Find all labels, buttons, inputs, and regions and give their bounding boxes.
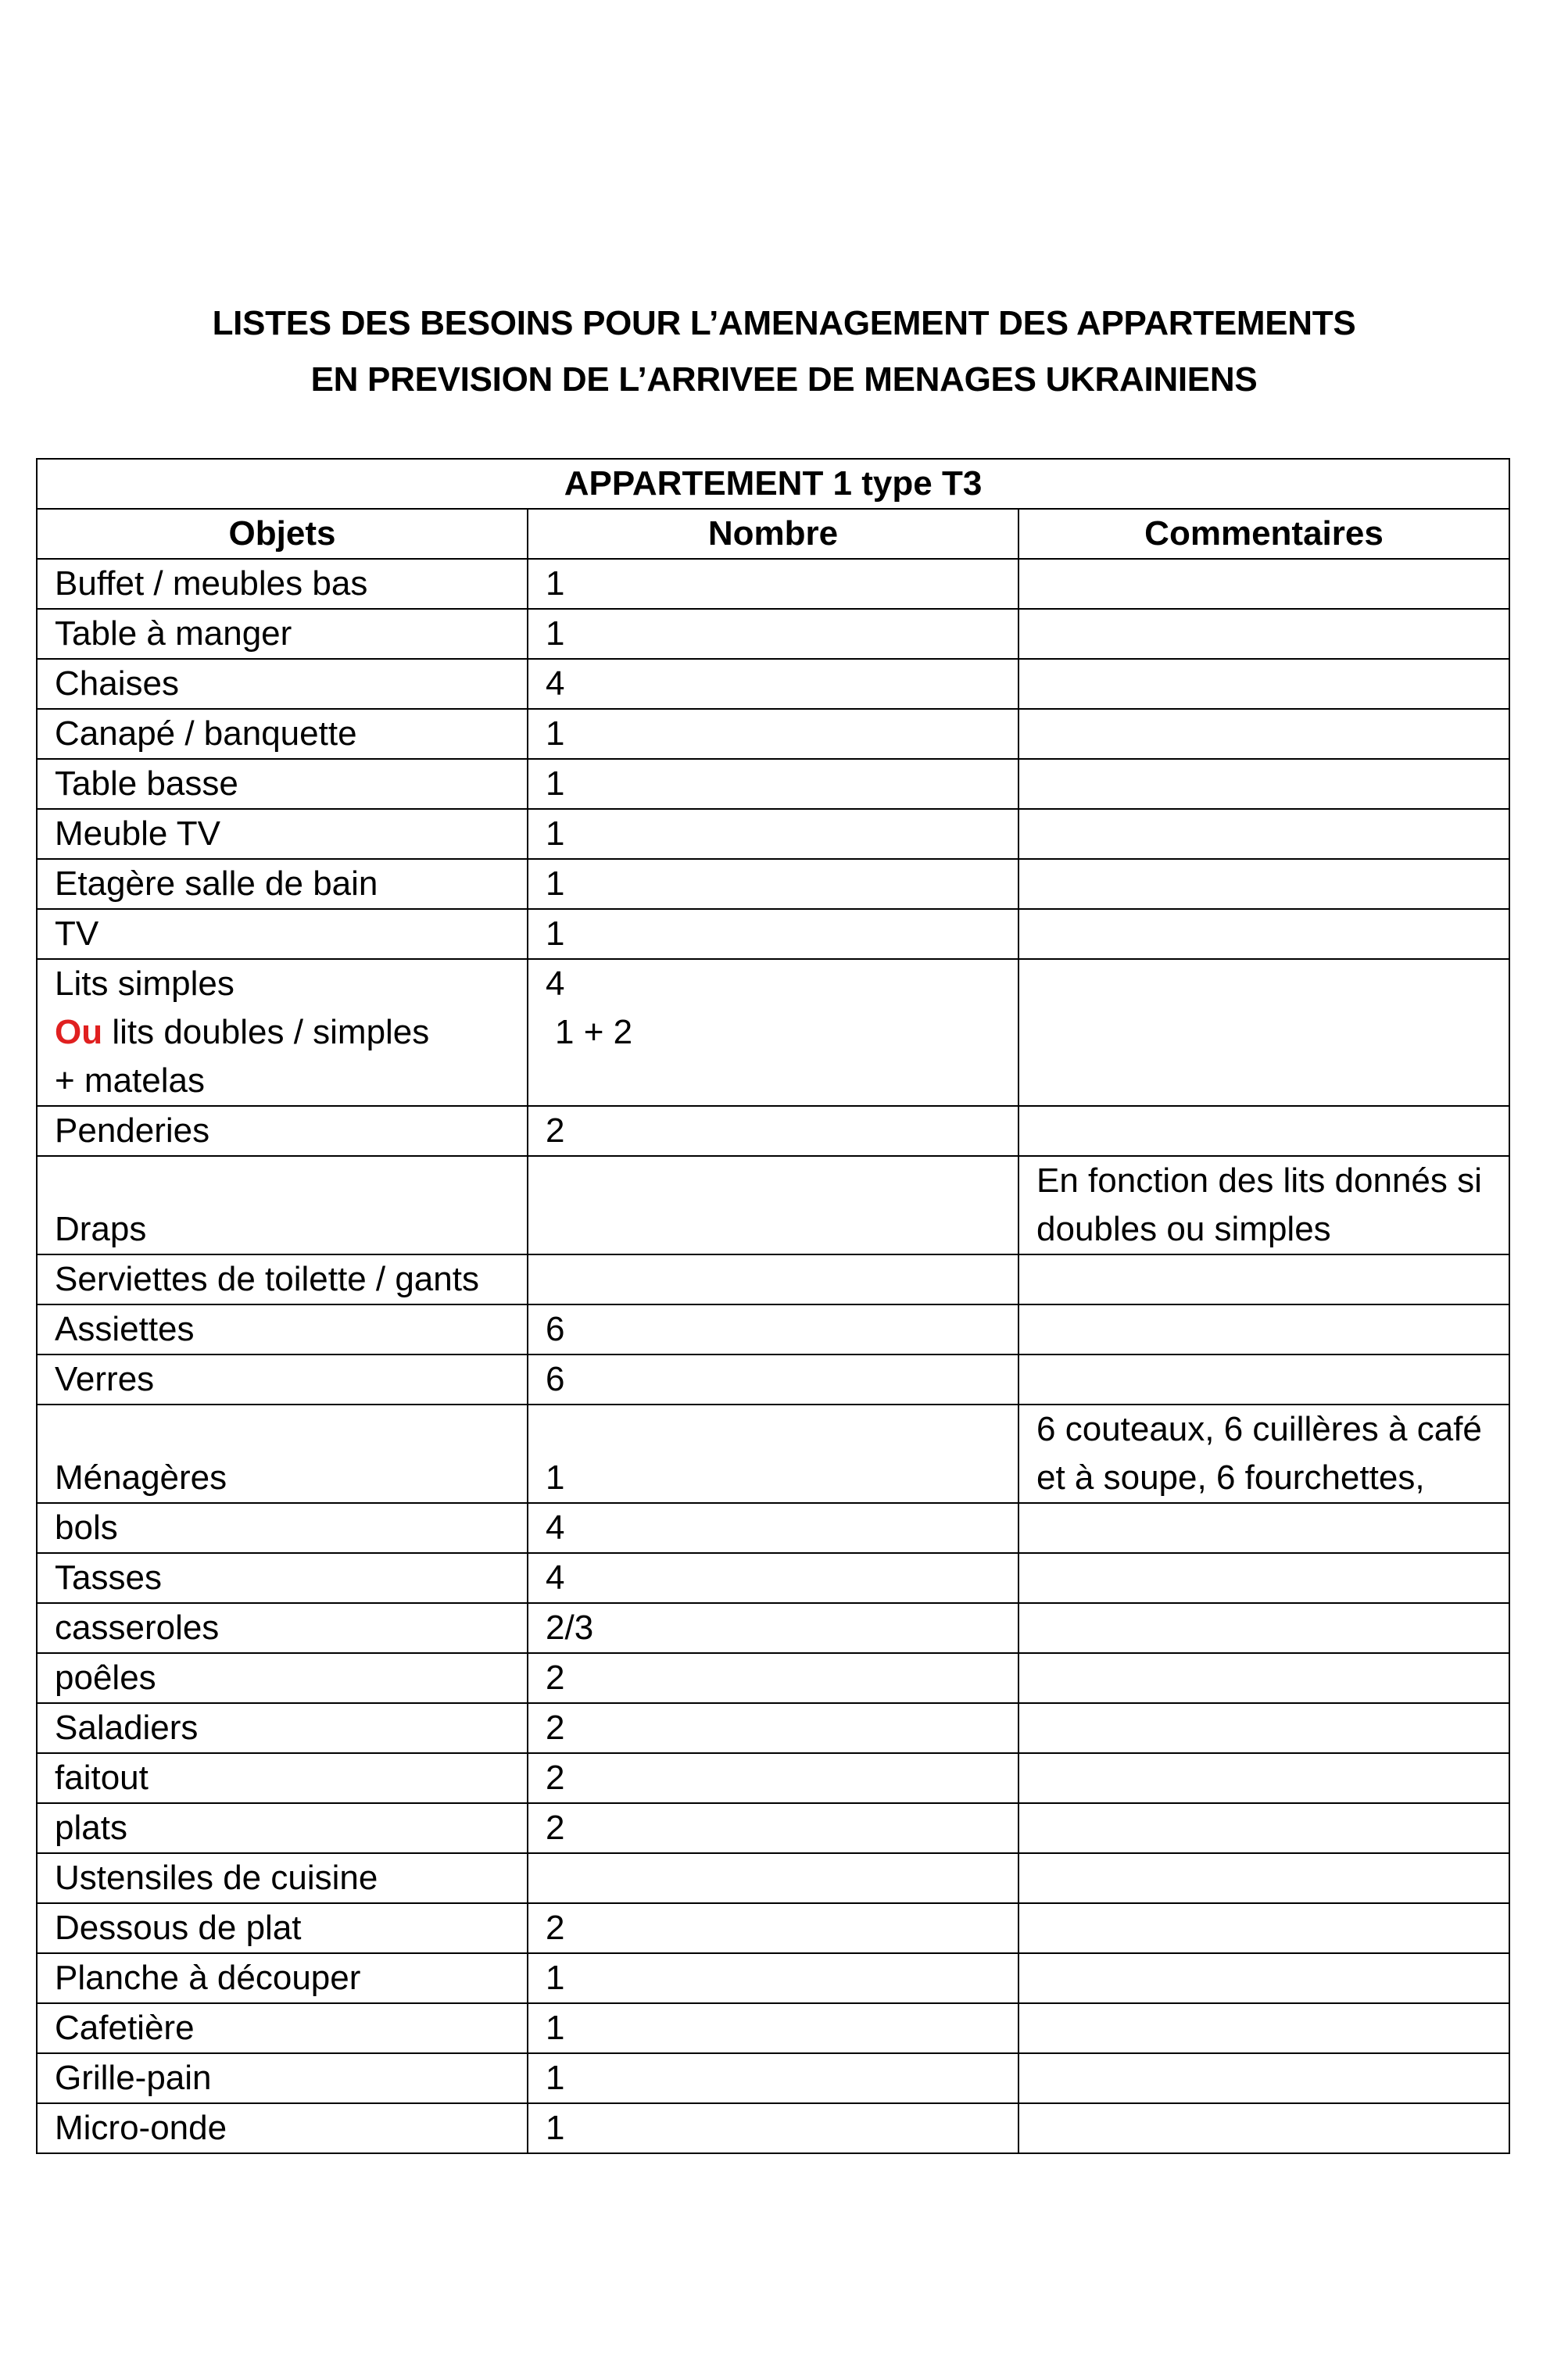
cell-nombre: 1 xyxy=(528,2103,1018,2153)
cell-nombre: 4 xyxy=(528,659,1018,709)
needs-table xyxy=(36,458,1510,2154)
header-objets: Objets xyxy=(37,509,528,559)
table-row xyxy=(37,1304,1509,1354)
cell-objet: Dessous de plat xyxy=(37,1903,528,1953)
cell-objet: Serviettes de toilette / gants xyxy=(37,1254,528,1304)
cell-commentaire xyxy=(1018,2003,1509,2053)
cell-nombre: 2 xyxy=(528,1753,1018,1803)
table-row xyxy=(37,2053,1509,2103)
table-row xyxy=(37,1803,1509,1853)
cell-commentaire xyxy=(1018,859,1509,909)
table-row xyxy=(37,909,1509,959)
cell-objet: Ustensiles de cuisine xyxy=(37,1853,528,1903)
table-row xyxy=(37,1106,1509,1156)
table-row xyxy=(37,1703,1509,1753)
table-body xyxy=(37,559,1509,2153)
cell-commentaire xyxy=(1018,1953,1509,2003)
cell-objet: Assiettes xyxy=(37,1304,528,1354)
page-title xyxy=(0,295,1568,408)
table-header-row xyxy=(37,509,1509,559)
beds-line-3: + matelas xyxy=(55,1061,205,1100)
table-row-draps xyxy=(37,1156,1509,1254)
table-row xyxy=(37,1354,1509,1405)
beds-nombre-1: 4 xyxy=(546,964,565,1003)
cell-objet: Saladiers xyxy=(37,1703,528,1753)
table-row xyxy=(37,1653,1509,1703)
table-row xyxy=(37,1753,1509,1803)
table-row xyxy=(37,2003,1509,2053)
table-row xyxy=(37,659,1509,709)
cell-objet: Grille-pain xyxy=(37,2053,528,2103)
beds-line-2-rest: lits doubles / simples xyxy=(102,1013,430,1051)
cell-commentaire-beds xyxy=(1018,959,1509,1106)
cell-objet: Cafetière xyxy=(37,2003,528,2053)
cell-commentaire xyxy=(1018,1853,1509,1903)
cell-nombre: 2 xyxy=(528,1106,1018,1156)
cell-nombre: 2 xyxy=(528,1803,1018,1853)
beds-line-1: Lits simples xyxy=(55,964,234,1003)
draps-comment-line-1: En fonction des lits donnés si xyxy=(1036,1161,1482,1200)
cell-nombre: 1 xyxy=(528,2053,1018,2103)
table-caption-row xyxy=(37,459,1509,509)
cell-objet: casseroles xyxy=(37,1603,528,1653)
table-row xyxy=(37,559,1509,609)
cell-nombre-menageres: 1 xyxy=(528,1405,1018,1503)
needs-table-container xyxy=(36,458,1509,2154)
cell-nombre: 6 xyxy=(528,1354,1018,1405)
table-row xyxy=(37,859,1509,909)
table-row xyxy=(37,809,1509,859)
cell-objet: Table basse xyxy=(37,759,528,809)
cell-objet: Tasses xyxy=(37,1553,528,1603)
cell-objet: plats xyxy=(37,1803,528,1853)
cell-objet-beds xyxy=(37,959,528,1106)
cell-objet: Meuble TV xyxy=(37,809,528,859)
cell-commentaire-draps xyxy=(1018,1156,1509,1254)
cell-commentaire xyxy=(1018,1753,1509,1803)
cell-objet: Verres xyxy=(37,1354,528,1405)
cell-nombre: 1 xyxy=(528,1953,1018,2003)
cell-commentaire xyxy=(1018,809,1509,859)
cell-commentaire xyxy=(1018,1603,1509,1653)
header-nombre: Nombre xyxy=(528,509,1018,559)
cell-commentaire xyxy=(1018,1304,1509,1354)
cell-nombre: 1 xyxy=(528,709,1018,759)
cell-commentaire xyxy=(1018,609,1509,659)
cell-commentaire xyxy=(1018,1703,1509,1753)
cell-nombre: 2 xyxy=(528,1653,1018,1703)
cell-commentaire xyxy=(1018,659,1509,709)
table-row xyxy=(37,759,1509,809)
table-row xyxy=(37,1553,1509,1603)
cell-objet: Planche à découper xyxy=(37,1953,528,2003)
table-row xyxy=(37,709,1509,759)
cell-objet: TV xyxy=(37,909,528,959)
cell-nombre: 2 xyxy=(528,1703,1018,1753)
cell-commentaire xyxy=(1018,1503,1509,1553)
table-row xyxy=(37,609,1509,659)
table-row xyxy=(37,1254,1509,1304)
cell-nombre-draps xyxy=(528,1156,1018,1254)
cell-commentaire xyxy=(1018,1903,1509,1953)
cell-commentaire xyxy=(1018,909,1509,959)
cell-nombre: 1 xyxy=(528,2003,1018,2053)
cell-objet: bols xyxy=(37,1503,528,1553)
menageres-comment-line-1: 6 couteaux, 6 cuillères à café xyxy=(1036,1410,1482,1448)
cell-nombre xyxy=(528,1254,1018,1304)
ou-highlight: Ou xyxy=(55,1013,103,1051)
cell-commentaire-menageres xyxy=(1018,1405,1509,1503)
table-row-menageres xyxy=(37,1405,1509,1503)
header-commentaires: Commentaires xyxy=(1018,509,1509,559)
table-caption: APPARTEMENT 1 type T3 xyxy=(37,459,1509,509)
table-row-beds xyxy=(37,959,1509,1106)
cell-objet: Buffet / meubles bas xyxy=(37,559,528,609)
cell-commentaire xyxy=(1018,559,1509,609)
cell-commentaire xyxy=(1018,1106,1509,1156)
cell-objet: Etagère salle de bain xyxy=(37,859,528,909)
cell-commentaire xyxy=(1018,2053,1509,2103)
cell-commentaire xyxy=(1018,709,1509,759)
cell-commentaire xyxy=(1018,1553,1509,1603)
cell-objet: Chaises xyxy=(37,659,528,709)
cell-nombre: 6 xyxy=(528,1304,1018,1354)
cell-objet: Micro-onde xyxy=(37,2103,528,2153)
cell-commentaire xyxy=(1018,1354,1509,1405)
cell-nombre: 2 xyxy=(528,1903,1018,1953)
cell-nombre: 4 xyxy=(528,1553,1018,1603)
cell-objet: Table à manger xyxy=(37,609,528,659)
beds-line-2 xyxy=(55,1008,510,1057)
table-row xyxy=(37,1603,1509,1653)
beds-nombre-2: 1 + 2 xyxy=(555,1013,633,1051)
cell-nombre: 1 xyxy=(528,909,1018,959)
cell-commentaire xyxy=(1018,1653,1509,1703)
cell-nombre-beds xyxy=(528,959,1018,1106)
table-row xyxy=(37,1503,1509,1553)
cell-objet: faitout xyxy=(37,1753,528,1803)
cell-objet: poêles xyxy=(37,1653,528,1703)
cell-commentaire xyxy=(1018,1803,1509,1853)
title-line-2: EN PREVISION DE L’ARRIVEE DE MENAGES UKRAINIENS xyxy=(310,360,1258,399)
cell-nombre: 1 xyxy=(528,609,1018,659)
cell-nombre: 1 xyxy=(528,859,1018,909)
cell-nombre: 1 xyxy=(528,559,1018,609)
cell-nombre: 2/3 xyxy=(528,1603,1018,1653)
table-row xyxy=(37,1953,1509,2003)
table-row xyxy=(37,1903,1509,1953)
cell-objet-menageres: Ménagères xyxy=(37,1405,528,1503)
cell-commentaire xyxy=(1018,2103,1509,2153)
cell-commentaire xyxy=(1018,759,1509,809)
cell-objet-draps: Draps xyxy=(37,1156,528,1254)
cell-commentaire xyxy=(1018,1254,1509,1304)
title-line-1: LISTES DES BESOINS POUR L’AMENAGEMENT DES APPARTEMENTS xyxy=(212,304,1356,342)
cell-objet: Penderies xyxy=(37,1106,528,1156)
cell-nombre xyxy=(528,1853,1018,1903)
table-row xyxy=(37,2103,1509,2153)
cell-nombre: 4 xyxy=(528,1503,1018,1553)
draps-comment-line-2: doubles ou simples xyxy=(1036,1210,1331,1248)
table-row xyxy=(37,1853,1509,1903)
cell-nombre: 1 xyxy=(528,759,1018,809)
cell-nombre: 1 xyxy=(528,809,1018,859)
menageres-comment-line-2: et à soupe, 6 fourchettes, xyxy=(1036,1458,1425,1497)
cell-objet: Canapé / banquette xyxy=(37,709,528,759)
